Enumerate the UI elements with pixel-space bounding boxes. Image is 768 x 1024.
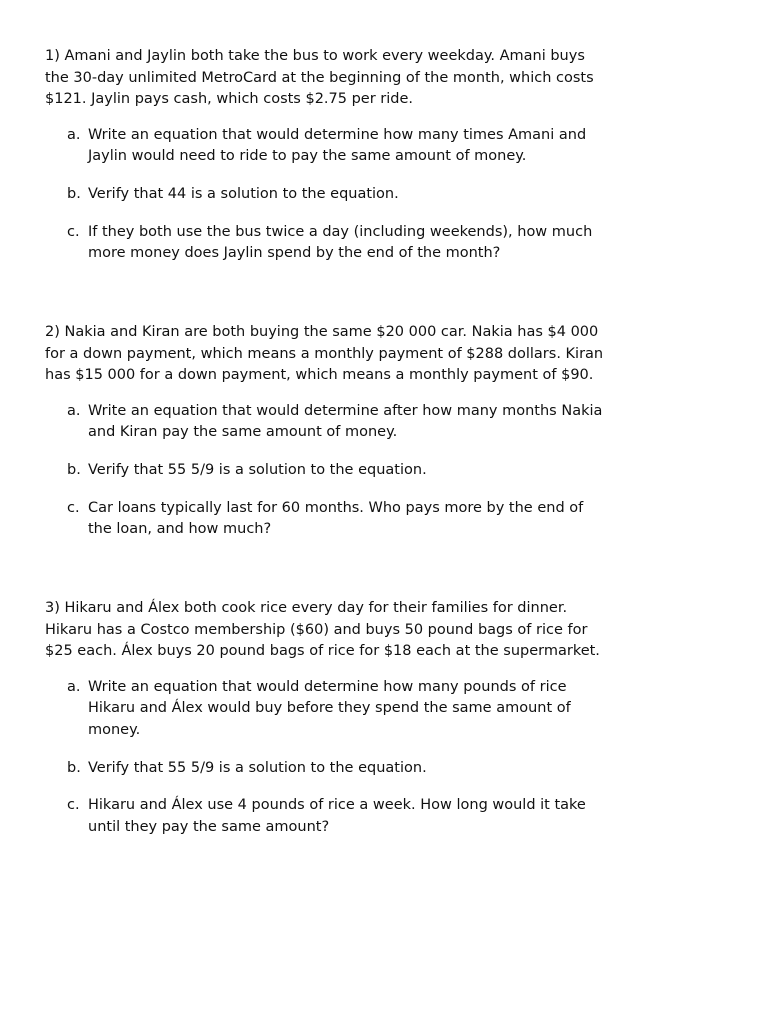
problem-1 [45, 46, 605, 281]
problem-1-part-b [45, 184, 605, 206]
problem-1-part-a [45, 125, 605, 168]
problem-2-part-b [45, 460, 605, 482]
problem-2 [45, 322, 605, 557]
part-text: Verify that 55 5/9 is a solution to the equation. [88, 461, 427, 478]
part-letter: b. [67, 185, 81, 202]
part-text: Write an equation that would determine how many times Amani and Jaylin would need to ride to pay the same amount of money. [88, 126, 587, 165]
part-letter: c. [67, 223, 80, 240]
part-letter: a. [67, 126, 81, 143]
problem-2-stem: 2) Nakia and Kiran are both buying the same $20 000 car. Nakia has $4 000 for a down payment, which means a monthly payment of $288 dollars. Kiran has $15 000 for a down payment, which means a monthly payment of $90. [45, 324, 604, 384]
part-text: Write an equation that would determine how many pounds of rice Hikaru and Álex would buy before they spend the same amount of money. [88, 678, 571, 738]
part-text: If they both use the bus twice a day (including weekends), how much more money does Jaylin spend by the end of the month? [88, 223, 593, 262]
part-text: Hikaru and Álex use 4 pounds of rice a week. How long would it take until they pay the same amount? [88, 797, 586, 835]
problem-2-parts [45, 401, 605, 541]
problem-2-part-a [45, 401, 605, 444]
part-letter: c. [67, 499, 80, 516]
problem-3 [45, 598, 605, 854]
part-letter: b. [67, 461, 81, 478]
problem-1-part-c [45, 222, 605, 265]
part-letter: a. [67, 678, 81, 695]
problem-3-parts [45, 677, 605, 839]
part-letter: a. [67, 402, 81, 419]
part-text: Verify that 44 is a solution to the equation. [88, 185, 399, 202]
part-text: Car loans typically last for 60 months. Who pays more by the end of the loan, and how much? [88, 499, 584, 538]
part-letter: b. [67, 759, 81, 776]
problem-3-stem: 3) Hikaru and Álex both cook rice every day for their families for dinner. Hikaru has a Costco membership ($60) and buys 50 pound bags of rice for $25 each. Álex buys 20 pound bags of rice for $18 each at the supermarket. [45, 600, 600, 660]
problem-2-part-c [45, 498, 605, 541]
problem-3-part-a [45, 677, 605, 742]
problem-3-part-c [45, 795, 605, 838]
part-text: Verify that 55 5/9 is a solution to the equation. [88, 759, 427, 776]
problem-1-parts [45, 125, 605, 265]
problem-1-stem: 1) Amani and Jaylin both take the bus to work every weekday. Amani buys the 30-day unlimited MetroCard at the beginning of the month, which costs $121. Jaylin pays cash, which costs $2.75 per ride. [45, 48, 594, 108]
part-text: Write an equation that would determine after how many months Nakia and Kiran pay the same amount of money. [88, 402, 603, 441]
part-letter: c. [67, 797, 80, 814]
problem-3-part-b [45, 758, 605, 780]
